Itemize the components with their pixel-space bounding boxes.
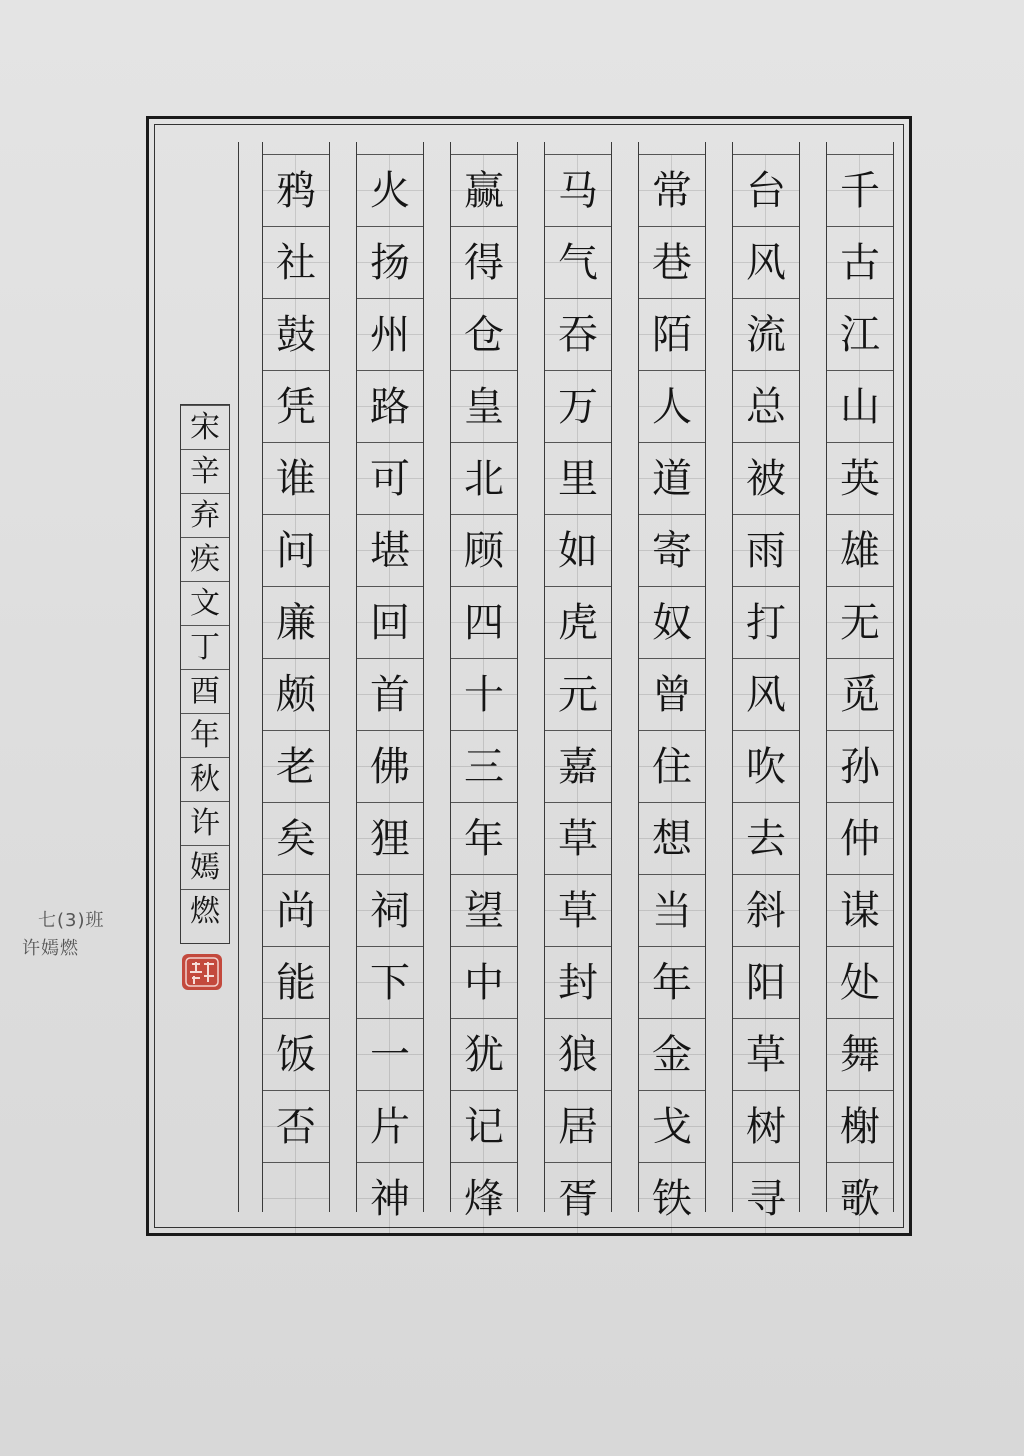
poem-character: 三 [464,743,504,790]
poem-character: 曾 [652,671,692,718]
poem-character: 里 [558,455,598,502]
grid-cell [357,1162,423,1234]
grid-cell [263,1162,329,1234]
grid-cell [451,154,517,226]
grid-cell [263,154,329,226]
poem-character: 万 [558,383,598,430]
grid-cell [545,226,611,298]
grid-cell [639,442,705,514]
poem-character: 雨 [746,527,786,574]
grid-cell [827,1018,893,1090]
signature-cell [181,405,229,449]
signature-cell [181,889,229,933]
grid-cell [357,658,423,730]
signature-column [180,404,230,944]
grid-cell [733,370,799,442]
poem-character: 尚 [276,887,316,934]
signature-character: 文 [190,585,220,621]
poem-character: 铁 [652,1175,692,1222]
poem-column [262,142,330,1212]
grid-cell [639,874,705,946]
poem-character: 凭 [276,383,316,430]
poem-character: 孙 [840,743,880,790]
poem-character: 廉 [276,599,316,646]
grid-cell [827,226,893,298]
grid-cell [733,730,799,802]
grid-cell [545,514,611,586]
poem-character: 扬 [370,239,410,286]
signature-cell [181,581,229,625]
poem-character: 顾 [464,527,504,574]
grid-cell [451,802,517,874]
grid-cell [263,442,329,514]
grid-cell [639,730,705,802]
grid-cell [827,1162,893,1234]
grid-cell [639,1162,705,1234]
poem-character: 得 [464,239,504,286]
grid-cell [545,1090,611,1162]
signature-cell [181,493,229,537]
poem-character: 社 [276,239,316,286]
poem-character: 无 [840,599,880,646]
grid-cell [639,370,705,442]
poem-character: 饭 [276,1031,316,1078]
grid-cell [545,658,611,730]
poem-character: 嘉 [558,743,598,790]
poem-character: 草 [558,887,598,934]
poem-character: 祠 [370,887,410,934]
poem-character: 下 [370,959,410,1006]
grid-cell [451,946,517,1018]
signature-cell [181,757,229,801]
poem-character: 狸 [370,815,410,862]
poem-character: 可 [370,455,410,502]
poem-character: 中 [464,959,504,1006]
signature-character: 年 [190,717,220,753]
grid-cell [827,802,893,874]
poem-character: 老 [276,743,316,790]
poem-character: 流 [746,311,786,358]
poem-character: 斜 [746,887,786,934]
grid-cell [733,1090,799,1162]
grid-cell [357,1018,423,1090]
poem-column [732,142,800,1222]
poem-character: 寄 [652,527,692,574]
poem-character: 处 [840,959,880,1006]
grid-cell [545,442,611,514]
grid-cell [357,370,423,442]
grid-cell [733,802,799,874]
poem-character: 草 [746,1031,786,1078]
poem-character: 榭 [840,1103,880,1150]
grid-cell [357,730,423,802]
poem-character: 回 [370,599,410,646]
poem-character: 虎 [558,599,598,646]
grid-cell [733,658,799,730]
grid-cell [357,802,423,874]
grid-cell [545,874,611,946]
poem-character: 山 [840,383,880,430]
poem-character: 北 [464,455,504,502]
signature-divider [238,142,239,1212]
poem-character: 舞 [840,1031,880,1078]
signature-cell [181,625,229,669]
poem-character: 年 [652,959,692,1006]
grid-cell [451,1162,517,1234]
grid-cell [733,514,799,586]
grid-cell [639,946,705,1018]
grid-cell [451,442,517,514]
poem-character: 四 [464,599,504,646]
grid-cell [827,154,893,226]
grid-cell [639,1018,705,1090]
poem-character: 鸦 [276,167,316,214]
poem-character: 打 [746,599,786,646]
signature-character: 弃 [190,497,220,533]
poem-character: 古 [840,239,880,286]
poem-character: 气 [558,239,598,286]
poem-character: 记 [464,1103,504,1150]
grid-cell [827,658,893,730]
grid-cell [827,298,893,370]
grid-cell [451,370,517,442]
poem-character: 颇 [276,671,316,718]
poem-column [826,142,894,1222]
grid-cell [639,514,705,586]
grid-cell [545,730,611,802]
grid-cell [545,154,611,226]
poem-character: 胥 [558,1175,598,1222]
grid-cell [827,874,893,946]
poem-character: 路 [370,383,410,430]
poem-character: 一 [370,1031,410,1078]
grid-cell [827,442,893,514]
signature-character: 疾 [190,541,220,577]
grid-cell [733,154,799,226]
grid-cell [639,298,705,370]
grid-cell [263,370,329,442]
signature-character: 辛 [190,453,220,489]
poem-character: 谋 [840,887,880,934]
grid-cell [733,874,799,946]
grid-cell [827,1090,893,1162]
grid-cell [639,154,705,226]
poem-character: 矣 [276,815,316,862]
grid-cell [639,1090,705,1162]
signature-character: 酉 [190,673,220,709]
poem-character: 犹 [464,1031,504,1078]
poem-column [544,142,612,1222]
poem-character: 戈 [652,1103,692,1150]
poem-character: 奴 [652,599,692,646]
poem-character: 马 [558,167,598,214]
poem-character: 问 [276,527,316,574]
poem-character: 否 [276,1103,316,1150]
signature-cell [181,845,229,889]
poem-character: 狼 [558,1031,598,1078]
poem-character: 堪 [370,527,410,574]
signature-character: 丁 [190,629,220,665]
grid-cell [827,370,893,442]
poem-column [638,142,706,1222]
grid-cell [263,514,329,586]
grid-cell [263,658,329,730]
poem-character: 十 [464,671,504,718]
poem-character: 住 [652,743,692,790]
poem-character: 台 [746,167,786,214]
poem-character: 神 [370,1175,410,1222]
poem-column [356,142,424,1222]
poem-character: 风 [746,671,786,718]
grid-cell [733,1162,799,1234]
poem-character: 道 [652,455,692,502]
grid-cell [451,1090,517,1162]
poem-character: 歌 [840,1175,880,1222]
signature-character: 秋 [190,761,220,797]
grid-cell [639,802,705,874]
poem-character: 封 [558,959,598,1006]
poem-character: 阳 [746,959,786,1006]
grid-cell [263,1018,329,1090]
signature-cell [181,449,229,493]
poem-character: 常 [652,167,692,214]
grid-cell [357,586,423,658]
grid-cell [827,946,893,1018]
grid-cell [357,946,423,1018]
grid-cell [827,586,893,658]
poem-character: 陌 [652,311,692,358]
poem-character: 年 [464,815,504,862]
poem-character: 吞 [558,311,598,358]
poem-character: 总 [746,383,786,430]
grid-cell [733,586,799,658]
poem-character: 首 [370,671,410,718]
grid-cell [451,226,517,298]
signature-cell [181,713,229,757]
grid-cell [827,730,893,802]
poem-character: 英 [840,455,880,502]
poem-character: 能 [276,959,316,1006]
grid-cell [827,514,893,586]
grid-cell [451,1018,517,1090]
poem-character: 江 [840,311,880,358]
poem-character: 去 [746,815,786,862]
signature-character: 燃 [190,893,220,929]
grid-cell [545,1162,611,1234]
poem-character: 州 [370,311,410,358]
poem-character: 树 [746,1103,786,1150]
margin-note-class: 七(3)班 [38,910,105,931]
poem-column [450,142,518,1222]
poem-character: 片 [370,1103,410,1150]
grid-cell [451,298,517,370]
signature-character: 宋 [190,409,220,445]
signature-cell [181,801,229,845]
poem-character: 千 [840,167,880,214]
grid-cell [357,514,423,586]
grid-cell [545,946,611,1018]
grid-cell [357,154,423,226]
grid-cell [451,730,517,802]
grid-cell [733,1018,799,1090]
grid-cell [357,298,423,370]
poem-character: 仓 [464,311,504,358]
grid-cell [263,586,329,658]
signature-cell [181,537,229,581]
grid-cell [357,874,423,946]
grid-cell [545,802,611,874]
grid-cell [733,298,799,370]
grid-cell [545,298,611,370]
poem-character: 皇 [464,383,504,430]
grid-cell [733,226,799,298]
grid-cell [639,586,705,658]
poem-character: 如 [558,527,598,574]
grid-cell [263,946,329,1018]
poem-character: 烽 [464,1175,504,1222]
grid-cell [357,226,423,298]
grid-cell [263,730,329,802]
poem-character: 寻 [746,1175,786,1222]
poem-character: 佛 [370,743,410,790]
grid-cell [263,802,329,874]
poem-character: 雄 [840,527,880,574]
poem-character: 想 [652,815,692,862]
poem-character: 赢 [464,167,504,214]
signature-character: 许 [190,805,220,841]
poem-character: 金 [652,1031,692,1078]
poem-character: 觅 [840,671,880,718]
grid-cell [263,1090,329,1162]
poem-character: 居 [558,1103,598,1150]
grid-cell [451,586,517,658]
poem-character: 草 [558,815,598,862]
red-seal-stamp [178,948,226,996]
grid-cell [545,370,611,442]
grid-cell [545,1018,611,1090]
margin-note-name: 许嫣燃 [22,938,79,959]
grid-cell [263,298,329,370]
poem-character: 火 [370,167,410,214]
grid-cell [639,658,705,730]
poem-character: 风 [746,239,786,286]
grid-cell [357,442,423,514]
poem-character: 巷 [652,239,692,286]
grid-cell [263,226,329,298]
grid-cell [733,946,799,1018]
poem-character: 元 [558,671,598,718]
grid-cell [357,1090,423,1162]
grid-cell [639,226,705,298]
signature-character: 嫣 [190,849,220,885]
grid-cell [733,442,799,514]
grid-cell [545,586,611,658]
grid-cell [451,658,517,730]
poem-character: 当 [652,887,692,934]
grid-cell [451,874,517,946]
poem-character: 望 [464,887,504,934]
poem-character: 被 [746,455,786,502]
poem-character: 人 [652,383,692,430]
grid-cell [263,874,329,946]
poem-character: 仲 [840,815,880,862]
grid-cell [451,514,517,586]
poem-character: 吹 [746,743,786,790]
signature-cell [181,669,229,713]
poem-character: 谁 [276,455,316,502]
poem-character: 鼓 [276,311,316,358]
